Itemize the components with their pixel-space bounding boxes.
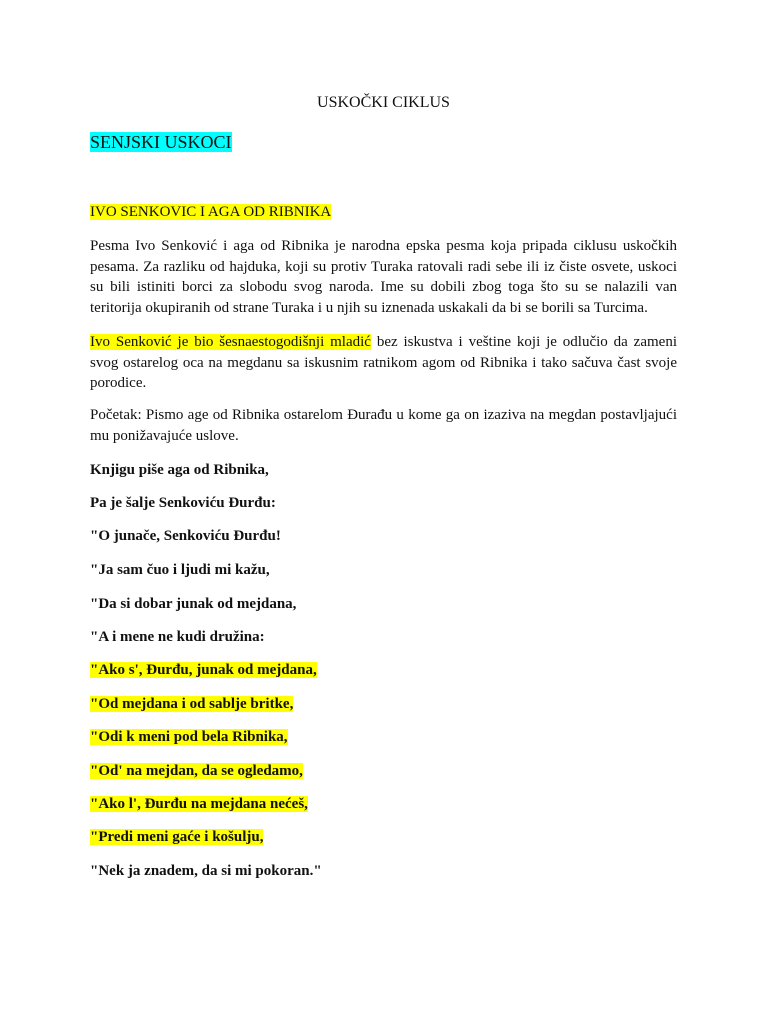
- verse-line-highlighted: [90, 795, 308, 814]
- character-highlight: Ivo Senković je bio šesnaestogodišnji mladić: [90, 334, 371, 350]
- verse-line: "Nek ja znadem, da si mi pokoran.": [90, 863, 322, 879]
- verse-line: "A i mene ne kudi družina:: [90, 629, 265, 645]
- verse-line: Pa je šalje Senkoviću Đurđu:: [90, 495, 276, 511]
- verse-line-highlighted: [90, 762, 303, 781]
- section-subtitle: [90, 131, 232, 153]
- verse-line: "O junače, Senkoviću Đurđu!: [90, 528, 281, 544]
- verse-highlight: "Ako l', Đurđu na mejdana nećeš,: [90, 796, 308, 812]
- verse-highlight: "Od mejdana i od sablje britke,: [90, 696, 294, 712]
- verse-line-highlighted: [90, 828, 263, 847]
- character-paragraph: [90, 332, 677, 394]
- verse-highlight: "Od' na mejdan, da se ogledamo,: [90, 763, 303, 779]
- subtitle-highlight: SENJSKI USKOCI: [90, 132, 232, 152]
- intro-paragraph: Pesma Ivo Senković i aga od Ribnika je narodna epska pesma koja pripada ciklusu uskočkih pesama. Za razliku od hajduka, koji su protiv Turaka ratovali radi sebe ili iz čiste osvete, uskoci su bili istiniti borci za slobodu svog naroda. Ime su dobili zbog toga što su se nalazili van teritorija okupiranih od strane Turaka i u njih su iznenada uskakali da bi se borili sa Turcima.: [90, 238, 677, 316]
- heading-highlight: IVO SENKOVIC I AGA OD RIBNIKA: [90, 204, 332, 220]
- beginning-paragraph: Početak: Pismo age od Ribnika ostarelom Đurađu u kome ga on izaziva na megdan postavljajući mu ponižavajuće uslove.: [90, 407, 677, 444]
- verse-highlight: "Ako s', Đurđu, junak od mejdana,: [90, 662, 317, 678]
- verse-highlight: "Predi meni gaće i košulju,: [90, 829, 264, 845]
- character-text: bez iskustva i veštine koji je odlučio da zameni svog ostarelog oca na megdanu sa iskusnim ratnikom agom od Ribnika i tako sačuva čast svoje porodice.: [90, 334, 677, 391]
- verse-line: "Ja sam čuo i ljudi mi kažu,: [90, 562, 270, 578]
- verse-line-highlighted: [90, 695, 293, 714]
- document-title: USKOČKI CIKLUS: [317, 94, 450, 111]
- poem-heading: [90, 203, 331, 222]
- verse-highlight: "Odi k meni pod bela Ribnika,: [90, 729, 288, 745]
- verse-line: Knjigu piše aga od Ribnika,: [90, 462, 269, 478]
- verse-line-highlighted: [90, 728, 288, 747]
- verse-line: "Da si dobar junak od mejdana,: [90, 596, 297, 612]
- verse-line-highlighted: [90, 661, 317, 680]
